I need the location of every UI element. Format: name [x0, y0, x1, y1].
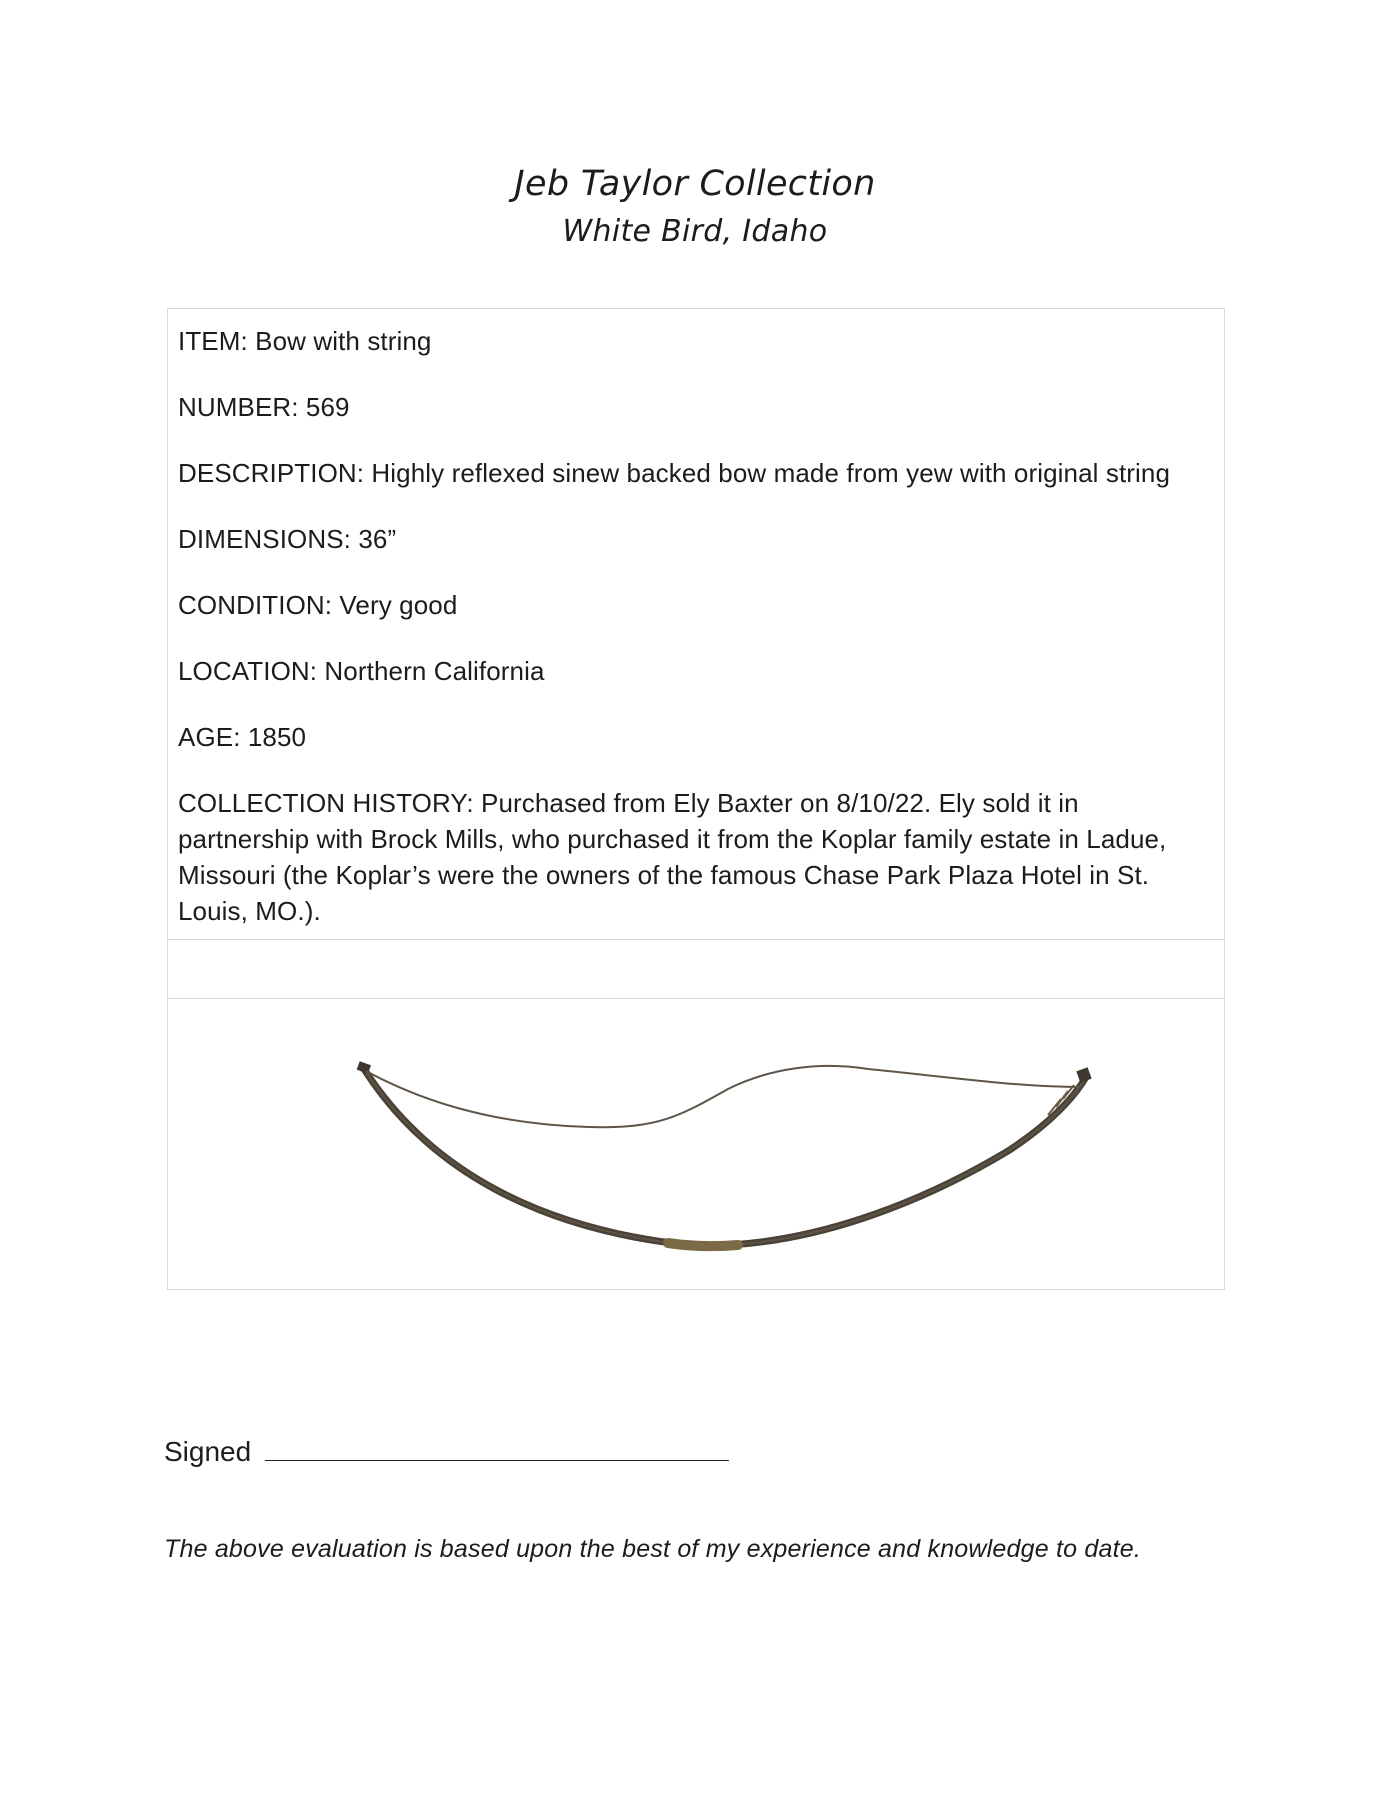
bow-photo — [168, 999, 1224, 1289]
collection-location: White Bird, Idaho — [562, 214, 828, 249]
dimensions-field: DIMENSIONS: 36” — [178, 524, 397, 554]
bow-string — [366, 1066, 1080, 1127]
location-field: LOCATION: Northern California — [178, 656, 545, 686]
signature-row — [164, 1432, 729, 1472]
record-table — [167, 308, 1225, 1290]
record-fields — [168, 309, 1224, 940]
description-field: DESCRIPTION: Highly reflexed sinew backed bow made from yew with original string — [178, 458, 1171, 488]
signature-line — [265, 1434, 729, 1461]
bow-limb — [364, 1069, 1086, 1245]
condition-field: CONDITION: Very good — [178, 590, 458, 620]
signed-label: Signed — [164, 1436, 252, 1467]
collection-title: Jeb Taylor Collection — [514, 164, 876, 204]
bow-grip — [668, 1243, 738, 1246]
document-header — [0, 160, 1390, 256]
collection-history-field: COLLECTION HISTORY: Purchased from Ely Baxter on 8/10/22. Ely sold it in partnership with Brock Mills, who purchased it from the Koplar family estate in Ladue, Missouri (the Koplar’s were the owners of the famous Chase Park Plaza Hotel in St. Louis, MO.). — [178, 788, 1167, 926]
evaluation-disclaimer: The above evaluation is based upon the best of my experience and knowledge to date. — [164, 1535, 1141, 1563]
bow-tip-right — [1076, 1067, 1091, 1082]
item-field: ITEM: Bow with string — [178, 326, 432, 356]
number-field: NUMBER: 569 — [178, 392, 350, 422]
age-field: AGE: 1850 — [178, 722, 307, 752]
empty-row — [168, 940, 1224, 999]
bow-illustration — [168, 999, 1224, 1289]
